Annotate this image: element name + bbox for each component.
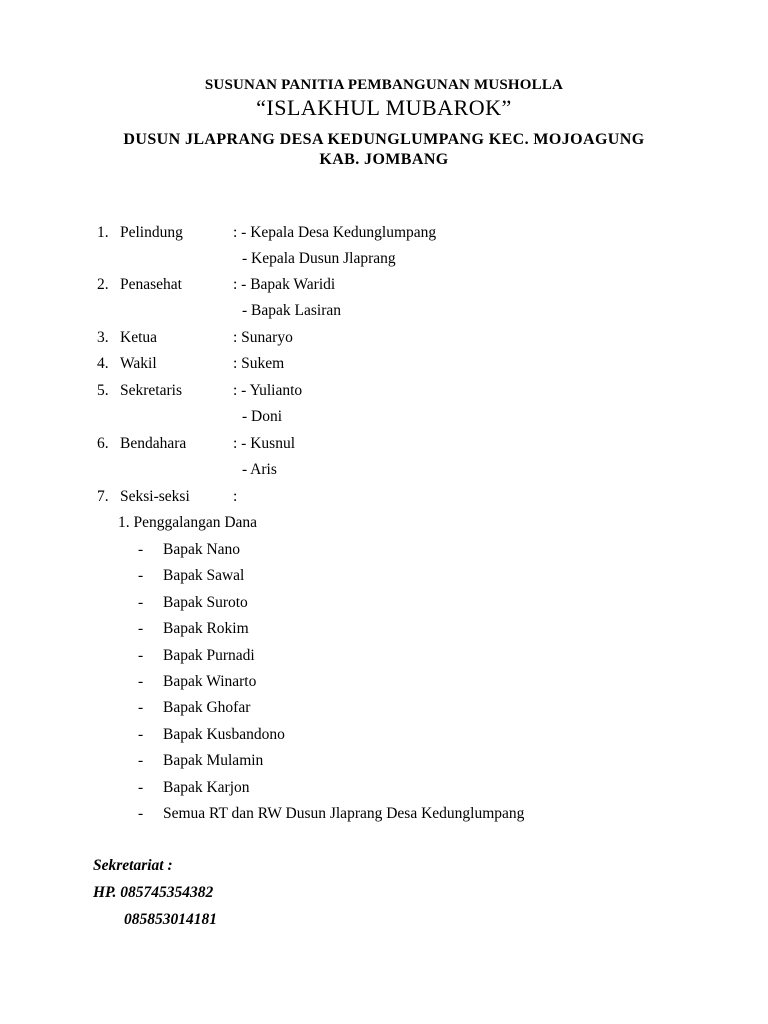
title-line-3: DUSUN JLAPRANG DESA KEDUNGLUMPANG KEC. MOJOAGUNG bbox=[123, 131, 645, 148]
row-number: 5. bbox=[97, 382, 109, 399]
row-value: : - Kusnul bbox=[233, 435, 295, 452]
committee-row-sekretaris bbox=[97, 381, 597, 401]
list-dash: - bbox=[138, 752, 144, 769]
secretariat-label: Sekretariat : bbox=[93, 857, 173, 874]
list-item: Bapak Sawal bbox=[163, 567, 245, 584]
list-item: Bapak Karjon bbox=[163, 779, 250, 796]
row-number: 1. bbox=[97, 224, 109, 241]
committee-row-wakil bbox=[97, 354, 597, 374]
row-value: : - Kepala Desa Kedunglumpang bbox=[233, 224, 437, 241]
title-line-2: “ISLAKHUL MUBAROK” bbox=[256, 95, 512, 120]
committee-row-penasehat-extra bbox=[97, 301, 597, 321]
row-extra-value: - Kepala Dusun Jlaprang bbox=[242, 250, 396, 267]
list-item: Bapak Mulamin bbox=[163, 752, 264, 769]
secretariat-phone-2: 085853014181 bbox=[124, 911, 217, 928]
row-label: Bendahara bbox=[120, 435, 187, 452]
committee-row-bendahara-extra bbox=[97, 460, 597, 480]
row-label: Pelindung bbox=[120, 224, 183, 241]
row-label: Seksi-seksi bbox=[120, 488, 190, 505]
row-value: : Sukem bbox=[233, 355, 285, 372]
list-dash: - bbox=[138, 567, 144, 584]
list-item: Bapak Purnadi bbox=[163, 647, 255, 664]
list-item: Bapak Suroto bbox=[163, 594, 248, 611]
committee-row-bendahara bbox=[97, 434, 597, 454]
list-item: Bapak Kusbandono bbox=[163, 726, 285, 743]
list-dash: - bbox=[138, 541, 144, 558]
row-label: Wakil bbox=[120, 355, 157, 372]
list-item: Bapak Ghofar bbox=[163, 699, 251, 716]
row-value: : - Bapak Waridi bbox=[233, 276, 336, 293]
list-dash: - bbox=[138, 805, 144, 822]
list-item: Bapak Rokim bbox=[163, 620, 249, 637]
committee-row-sekretaris-extra bbox=[97, 407, 597, 427]
list-dash: - bbox=[138, 647, 144, 664]
committee-row-ketua bbox=[97, 328, 597, 348]
list-item: Bapak Winarto bbox=[163, 673, 257, 690]
list-dash: - bbox=[138, 673, 144, 690]
list-dash: - bbox=[138, 620, 144, 637]
list-dash: - bbox=[138, 726, 144, 743]
row-extra-value: - Doni bbox=[242, 408, 283, 425]
row-label: Ketua bbox=[120, 329, 158, 346]
row-number: 7. bbox=[97, 488, 109, 505]
row-number: 2. bbox=[97, 276, 109, 293]
committee-row-seksi bbox=[97, 487, 597, 507]
row-number: 6. bbox=[97, 435, 109, 452]
list-item: Semua RT dan RW Dusun Jlaprang Desa Kedunglumpang bbox=[163, 805, 525, 822]
row-value: : Sunaryo bbox=[233, 329, 293, 346]
list-dash: - bbox=[138, 594, 144, 611]
secretariat-phone-1: HP. 085745354382 bbox=[93, 884, 214, 901]
committee-row-pelindung bbox=[97, 223, 597, 243]
row-extra-value: - Aris bbox=[242, 461, 277, 478]
row-number: 3. bbox=[97, 329, 109, 346]
row-value: : bbox=[233, 488, 238, 505]
committee-row-penasehat bbox=[97, 275, 597, 295]
list-dash: - bbox=[138, 699, 144, 716]
title-line-4: KAB. JOMBANG bbox=[319, 151, 449, 168]
list-item: Bapak Nano bbox=[163, 541, 241, 558]
row-number: 4. bbox=[97, 355, 109, 372]
section-title: 1. Penggalangan Dana bbox=[118, 514, 258, 531]
committee-row-pelindung-extra bbox=[97, 249, 597, 269]
row-label: Penasehat bbox=[120, 276, 182, 293]
title-line-1: SUSUNAN PANITIA PEMBANGUNAN MUSHOLLA bbox=[204, 77, 564, 93]
list-dash: - bbox=[138, 779, 144, 796]
row-extra-value: - Bapak Lasiran bbox=[242, 302, 341, 319]
row-value: : - Yulianto bbox=[233, 382, 303, 399]
row-label: Sekretaris bbox=[120, 382, 182, 399]
